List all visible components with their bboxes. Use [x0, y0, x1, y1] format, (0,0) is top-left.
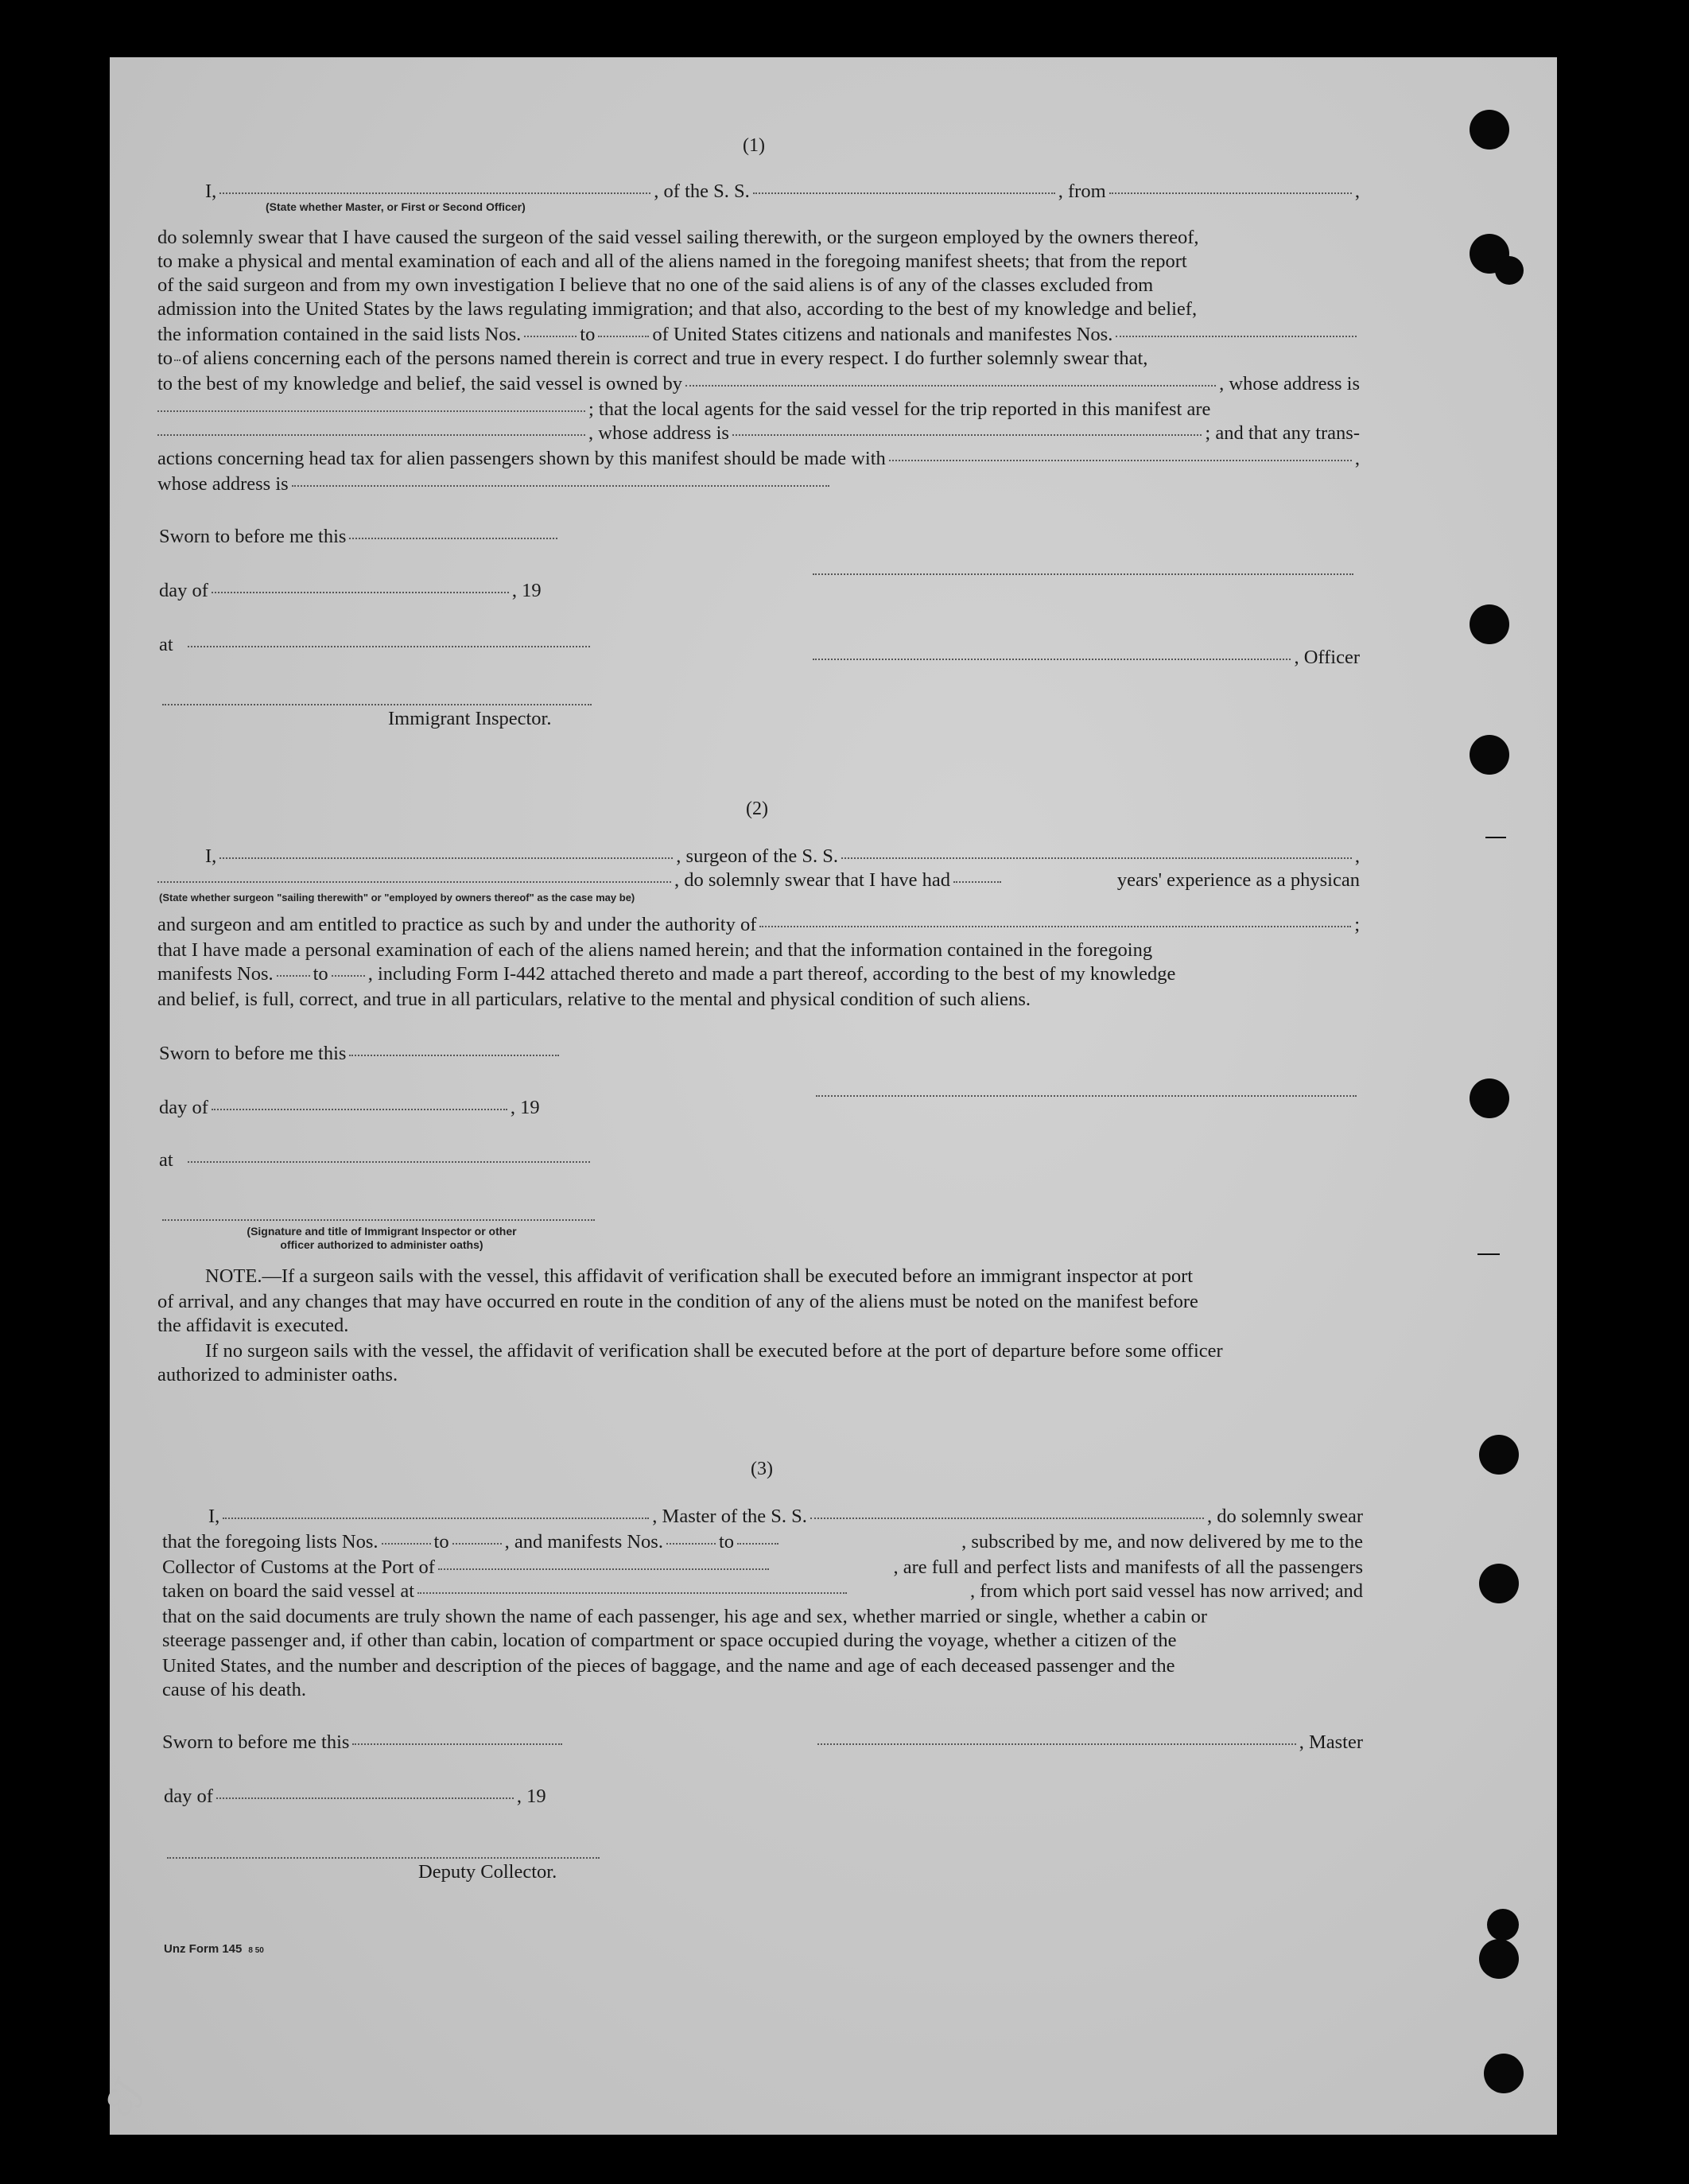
lists-from-field[interactable]	[524, 335, 577, 337]
punch-hole	[1470, 110, 1509, 150]
section-2-line-1	[205, 845, 1360, 869]
manifests-from-field[interactable]	[1116, 335, 1357, 337]
officer-rank-note: (State whether Master, or First or Second Officer)	[266, 200, 526, 213]
sworn-date-field[interactable]	[352, 1743, 562, 1745]
text: and belief, is full, correct, and true in all particulars, relative to the mental and physical condition of such aliens.	[157, 989, 1031, 1010]
sworn-line	[159, 525, 561, 549]
owner-address-field[interactable]	[157, 410, 585, 412]
text: , of the S. S.	[654, 181, 750, 202]
punch-hole	[1470, 1078, 1509, 1118]
text: whose address is	[157, 473, 289, 495]
note-line-2	[157, 1290, 1360, 1314]
text: United States, and the number and description of the pieces of baggage, and the name and age of each deceased passenger and the	[162, 1655, 1175, 1677]
text: , are full and perfect lists and manifests of all the passengers	[893, 1556, 1363, 1578]
vessel-name-field[interactable]	[753, 192, 1055, 194]
day-of-field[interactable]	[212, 591, 509, 593]
agents-address-field[interactable]	[732, 433, 1202, 436]
signature-note-line-1: (Signature and title of Immigrant Inspector or other	[247, 1225, 517, 1238]
text: , 19	[511, 580, 542, 601]
text: NOTE.—If a surgeon sails with the vessel, this affidavit of verification shall be executed before an immigrant inspector at port	[205, 1265, 1194, 1287]
text: manifests Nos.	[157, 963, 274, 985]
inspector-signature-line[interactable]	[162, 703, 592, 705]
text: , do solemnly swear that I have had	[674, 869, 950, 891]
punch-hole	[1470, 735, 1509, 775]
sworn-line	[162, 1731, 565, 1755]
section-2-line-2	[157, 869, 1360, 892]
section-3-line-7	[162, 1654, 1363, 1678]
text: , surgeon of the S. S.	[676, 845, 839, 867]
manifests-from-field[interactable]	[277, 974, 310, 977]
text: taken on board the said vessel at	[162, 1580, 415, 1602]
officer-line	[813, 646, 1360, 670]
lists-from-field[interactable]	[382, 1542, 431, 1545]
section-1-number: (1)	[743, 135, 765, 156]
sworn-line	[159, 1042, 562, 1066]
master-name-field[interactable]	[223, 1517, 649, 1519]
deputy-collector-signature-line[interactable]	[167, 1856, 600, 1859]
text: admission into the United States by the laws regulating immigration; and that also, according to the best of my knowledge and belief,	[157, 298, 1198, 320]
signature-note-line-2: officer authorized to administer oaths)	[280, 1238, 483, 1251]
surgeon-status-field[interactable]	[157, 880, 671, 883]
text: day of	[159, 580, 208, 601]
text: , Officer	[1294, 647, 1360, 668]
text: that the foregoing lists Nos.	[162, 1531, 379, 1553]
text: to make a physical and mental examination of each and all of the aliens named in the foregoing manifest sheets; that from the report	[157, 251, 1187, 272]
master-signature-field[interactable]	[817, 1743, 1296, 1745]
text: that on the said documents are truly shown the name of each passenger, his age and sex, whether married or single, whether a cabin or	[162, 1606, 1208, 1627]
punch-hole	[1479, 1435, 1519, 1475]
text: Collector of Customs at the Port of	[162, 1556, 435, 1578]
section-1-line-2	[157, 226, 1360, 250]
section-1-line-6	[157, 323, 1360, 347]
day-of-line	[164, 1785, 546, 1809]
at-place-field[interactable]	[188, 1160, 590, 1163]
manifests-to-field[interactable]	[332, 974, 365, 977]
at-line	[159, 633, 593, 657]
punch-hole	[1487, 1909, 1519, 1941]
immigrant-inspector-label: Immigrant Inspector.	[388, 708, 552, 729]
text: ; that the local agents for the said vessel for the trip reported in this manifest are	[588, 398, 1211, 420]
text: to	[157, 348, 173, 369]
section-2-line-4	[157, 938, 1360, 962]
at-line	[159, 1148, 593, 1172]
punch-hole	[1479, 1939, 1519, 1979]
punch-hole	[1479, 1564, 1519, 1603]
text: I,	[208, 1506, 220, 1527]
text: to	[433, 1531, 449, 1553]
text: , whose address is	[588, 422, 729, 444]
section-3-line-4	[162, 1580, 1363, 1603]
text: , 19	[510, 1097, 540, 1118]
inspector-signature-line[interactable]	[162, 1218, 595, 1221]
text: , from	[1058, 181, 1106, 202]
signature-note	[199, 1225, 565, 1252]
section-1-line-3	[157, 250, 1360, 274]
form-number	[164, 1942, 264, 1956]
section-3-line-8	[162, 1678, 306, 1702]
section-1-line-9	[157, 398, 1360, 422]
day-of-line	[159, 579, 542, 603]
edge-mark	[1485, 837, 1506, 838]
section-1-line-7	[157, 347, 1360, 371]
punch-hole	[1484, 2054, 1524, 2093]
officer-signature-line[interactable]	[813, 573, 1353, 575]
note-line-1	[205, 1265, 1360, 1288]
owner-field[interactable]	[685, 384, 1216, 387]
section-3-line-6	[162, 1629, 1363, 1653]
note-line-3	[157, 1314, 348, 1338]
text: of arrival, and any changes that may have occurred en route in the condition of any of the aliens must be noted on the manifest before	[157, 1291, 1198, 1312]
sworn-date-field[interactable]	[349, 1054, 559, 1056]
punch-hole	[1470, 604, 1509, 644]
text: cause of his death.	[162, 1679, 306, 1700]
section-2-line-5	[157, 962, 1360, 986]
text: , Master	[1299, 1731, 1363, 1753]
section-1-line-5	[157, 297, 1360, 321]
text: I,	[205, 845, 217, 867]
section-1-line-4	[157, 274, 1360, 297]
agents-field[interactable]	[157, 433, 585, 436]
deputy-collector-label: Deputy Collector.	[418, 1861, 557, 1883]
text: actions concerning head tax for alien passengers shown by this manifest should be made with	[157, 448, 886, 469]
text: day of	[164, 1786, 213, 1807]
manifests-to-field[interactable]	[737, 1542, 778, 1545]
port-field[interactable]	[438, 1568, 769, 1570]
form-name: Unz Form 145	[164, 1942, 243, 1956]
section-2-line-3	[157, 913, 1360, 937]
text: ,	[1354, 181, 1360, 202]
text: at	[159, 1149, 173, 1171]
section-2-number: (2)	[746, 799, 768, 819]
text: , from which port said vessel has now arrived; and	[970, 1580, 1363, 1602]
years-field[interactable]	[953, 880, 1001, 883]
text: ; and that any trans-	[1205, 422, 1360, 444]
lists-to-field[interactable]	[598, 335, 649, 337]
section-1-line-12	[157, 472, 833, 496]
text: , do solemnly swear	[1207, 1506, 1363, 1527]
section-3-line-5	[162, 1605, 1363, 1629]
text: , including Form I-442 attached thereto and made a part thereof, according to the best of my knowledge	[367, 963, 1176, 985]
vessel-name-field[interactable]	[810, 1517, 1204, 1519]
from-port-field[interactable]	[1109, 192, 1352, 194]
section-1-line-8	[157, 372, 1360, 396]
text: , and manifests Nos.	[504, 1531, 663, 1553]
master-signature-line	[817, 1731, 1363, 1755]
text: to	[580, 324, 596, 345]
surgeon-name-field[interactable]	[219, 857, 673, 859]
text: the affidavit is executed.	[157, 1315, 349, 1336]
manifests-to-field[interactable]	[174, 359, 181, 361]
text: do solemnly swear that I have caused the surgeon of the said vessel sailing therewith, or the surgeon employed by the owners thereof,	[157, 227, 1199, 248]
text: that I have made a personal examination of each of the aliens named herein; and that the information contained in the foregoing	[157, 939, 1153, 961]
section-2-line-6	[157, 988, 1183, 1012]
text: ,	[1354, 845, 1360, 867]
text: at	[159, 634, 173, 655]
text: of aliens concerning each of the persons named therein is correct and true in every respect. I do further solemnly swear that,	[182, 348, 1148, 369]
text: Sworn to before me this	[162, 1731, 350, 1753]
text: ;	[1354, 914, 1360, 935]
edge-mark	[1477, 1253, 1500, 1255]
master-name-field[interactable]	[219, 192, 650, 194]
head-tax-contact-field[interactable]	[889, 459, 1352, 461]
day-of-field[interactable]	[216, 1797, 514, 1799]
boarding-port-field[interactable]	[417, 1591, 847, 1594]
section-1-line-10	[157, 422, 1360, 445]
surgeon-status-note: (State whether surgeon "sailing therewith" or "employed by owners thereof" as the case may be)	[159, 892, 635, 904]
section-3-line-3	[162, 1556, 1363, 1580]
text: the information contained in the said lists Nos.	[157, 324, 522, 345]
text: of United States citizens and nationals and manifestes Nos.	[652, 324, 1113, 345]
manifests-from-field[interactable]	[666, 1542, 716, 1545]
text: to the best of my knowledge and belief, the said vessel is owned by	[157, 373, 682, 394]
officer-name-field[interactable]	[813, 658, 1291, 660]
text: , 19	[516, 1786, 546, 1807]
form-code: 8 50	[248, 1946, 264, 1955]
text: to	[313, 963, 328, 985]
authority-field[interactable]	[759, 925, 1351, 927]
head-tax-address-field[interactable]	[292, 484, 829, 487]
text: of the said surgeon and from my own investigation I believe that no one of the said aliens is of any of the classes excluded from	[157, 274, 1154, 296]
section-3-line-2	[162, 1530, 1363, 1554]
pencil-mark: ƐJ	[96, 2074, 149, 2124]
text: I,	[205, 181, 217, 202]
text: steerage passenger and, if other than cabin, location of compartment or space occupied during the voyage, whether a citizen of the	[162, 1630, 1177, 1651]
surgeon-vessel-field[interactable]	[841, 857, 1352, 859]
text: years' experience as a physican	[1116, 869, 1360, 891]
section-1-line-11	[157, 447, 1360, 471]
text: ,	[1354, 448, 1360, 469]
text: authorized to administer oaths.	[157, 1364, 398, 1385]
text: Sworn to before me this	[159, 526, 347, 547]
punch-hole	[1495, 256, 1524, 285]
text: If no surgeon sails with the vessel, the affidavit of verification shall be executed before at the port of departure before some officer	[205, 1340, 1223, 1362]
day-of-line	[159, 1096, 540, 1120]
note-line-5	[157, 1363, 398, 1387]
day-of-field[interactable]	[212, 1108, 507, 1110]
section-3-line-1	[208, 1505, 1363, 1529]
section-3-number: (3)	[751, 1459, 773, 1479]
lists-to-field[interactable]	[452, 1542, 502, 1545]
surgeon-signature-line[interactable]	[816, 1094, 1357, 1097]
text: day of	[159, 1097, 208, 1118]
sworn-date-field[interactable]	[349, 537, 557, 539]
at-place-field[interactable]	[188, 645, 590, 647]
text: Sworn to before me this	[159, 1043, 347, 1064]
text: to	[718, 1531, 735, 1553]
text: , Master of the S. S.	[652, 1506, 807, 1527]
note-line-4	[205, 1339, 1360, 1363]
text: , whose address is	[1219, 373, 1360, 394]
text: , subscribed by me, and now delivered by me to the	[961, 1531, 1363, 1553]
text: and surgeon and am entitled to practice as such by and under the authority of	[157, 914, 757, 935]
